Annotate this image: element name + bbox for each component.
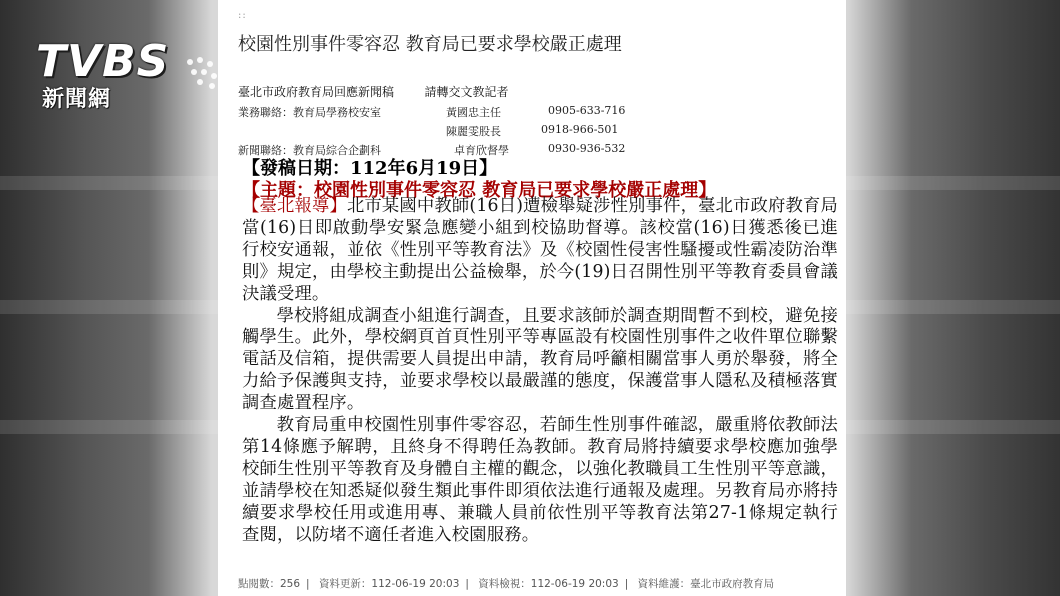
contact-name: 卓育欣督學 <box>454 144 509 157</box>
request-note: 請轉交文教記者 <box>424 85 509 99</box>
paragraph-text: 北市某國中教師(16日)遭檢舉疑涉性別事件，臺北市政府教育局當(16)日即啟動學安緊急應變小組到校協助督導。該校當(16)日獲悉後已進行校安通報，並依《性別平等教育法》及《校園性侵害性騷擾或性霸凌防治準則》規定，由學校主動提出公益檢舉，於今(19)日召開性別平等教育委員會議決議受理。 <box>242 196 838 304</box>
issuer: 臺北市政府教育局回應新聞稿 <box>238 85 395 99</box>
issuer-line <box>238 83 509 100</box>
contact-phone: 0930-936-532 <box>548 142 626 155</box>
view-count: 點閱數：256 <box>238 578 301 590</box>
contact-name: 黃國忠主任 <box>446 106 501 119</box>
subject-text: 【主題：校園性別事件零容忍 教育局已要求學校嚴正處理】 <box>242 180 717 201</box>
contact-phone: 0905-633-716 <box>548 104 626 117</box>
paragraph <box>242 196 838 306</box>
contact-phone: 0918-966-501 <box>541 123 619 136</box>
lead-tag: 【臺北報導】 <box>242 196 347 216</box>
logo-brand: TVBS <box>36 36 170 87</box>
paragraph: 學校將組成調查小組進行調查，且要求該師於調查期間暫不到校，避免接觸學生。此外，學校網頁首頁性別平等專區設有校園性別事件之收件單位聯繫電話及信箱，提供需要人員提出申請，教育局呼籲相關當事人勇於舉發，將全力給予保護與支持，並要求學校以最嚴謹的態度，保護當事人隱私及積極落實調查處置程序。 <box>242 305 838 414</box>
logo-dot-pattern-icon <box>180 52 240 102</box>
page-title: 校園性別事件零容忍 教育局已要求學校嚴正處理 <box>238 34 622 55</box>
contact-role: 新聞聯絡：教育局綜合企劃科 <box>238 144 381 157</box>
release-date: 【發稿日期：112年6月19日】 <box>242 158 498 179</box>
updated-date: 資料更新：112-06-19 20:03 <box>318 578 460 590</box>
contact-row <box>238 104 838 118</box>
press-release-page <box>218 0 846 596</box>
contact-role: 業務聯絡：教育局學務校安室 <box>238 106 381 119</box>
maintainer: 資料維護：臺北市政府教育局 <box>637 578 775 590</box>
page-footer: 點閱數：256 | 資料更新：112-06-19 20:03 | 資料檢視：112-06-19 20:03 | 資料維護：臺北市政府教育局 <box>238 578 775 590</box>
contact-row <box>238 123 838 137</box>
paragraph: 教育局重申校園性別事件零容忍，若師生性別事件確認，嚴重將依教師法第14條應予解聘，且終身不得聘任為教師。教育局將持續要求學校應加強學校師生性別平等教育及身體自主權的觀念，以強化教職員工生性別平等意識，並請學校在知悉疑似發生類此事件即須依法進行通報及處理。另教育局亦將持續要求學校任用或進用專、兼職人員前依性別平等教育法第27-1條規定執行查閱，以防堵不適任者進入校園服務。 <box>242 415 838 545</box>
page-marker: :: <box>238 10 247 21</box>
contact-name: 陳麗雯股長 <box>446 125 501 138</box>
release-body <box>242 196 838 547</box>
logo-subtitle: 新聞網 <box>42 87 112 112</box>
checked-date: 資料檢視：112-06-19 20:03 <box>478 578 619 590</box>
